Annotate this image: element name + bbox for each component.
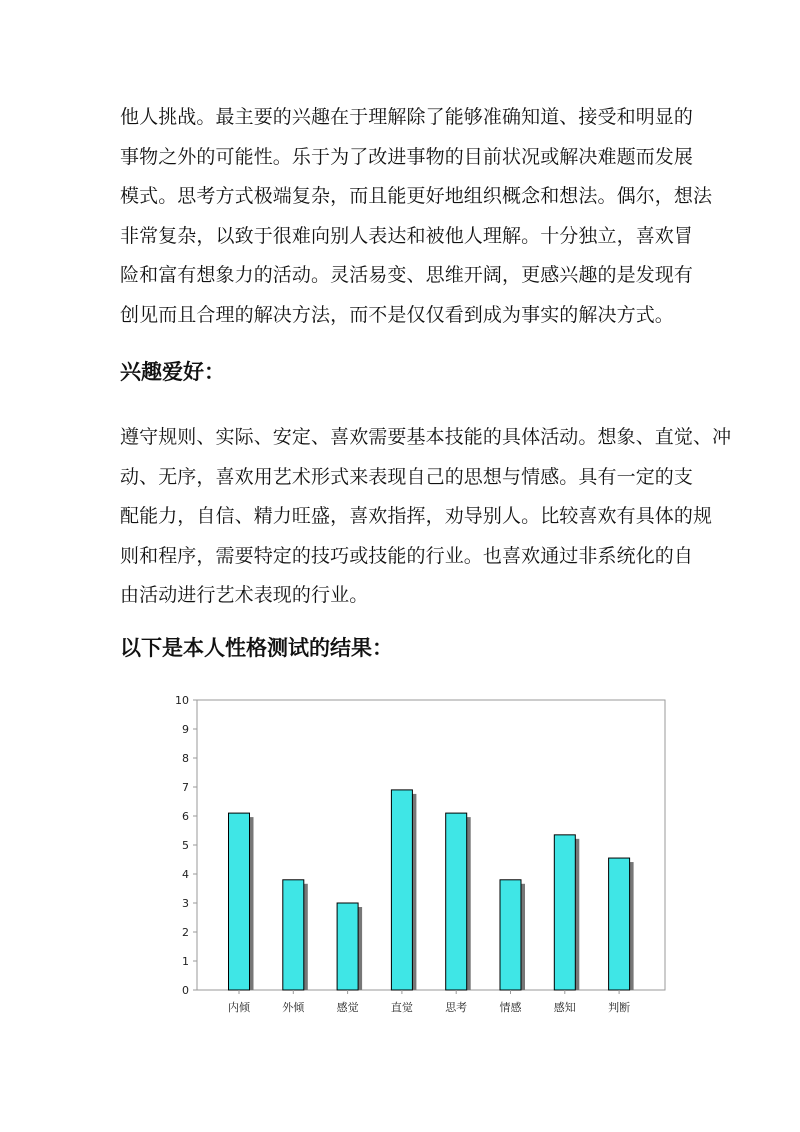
personality-bar-chart (150, 686, 690, 1026)
x-tick-label: 情感 (499, 1001, 522, 1014)
paragraph-line: 遵守规则、实际、安定、喜欢需要基本技能的具体活动。想象、直觉、冲 (120, 426, 732, 448)
paragraph-line: 事物之外的可能性。乐于为了改进事物的目前状况或解决难题而发展 (120, 145, 694, 168)
plot-frame (197, 700, 665, 990)
paragraph-line: 模式。思考方式极端复杂，而且能更好地组织概念和想法。偶尔，想法 (120, 185, 713, 207)
x-tick-label: 内倾 (228, 1001, 250, 1014)
paragraph-line: 险和富有想象力的活动。灵活易变、思维开阔，更感兴趣的是发现有 (120, 264, 694, 286)
y-tick-label: 5 (182, 839, 189, 852)
x-tick-label: 感知 (553, 1001, 576, 1014)
paragraph-line: 他人挑战。最主要的兴趣在于理解除了能够准确知道、接受和明显的 (120, 106, 694, 128)
y-tick-label: 3 (182, 897, 189, 910)
bars-group (229, 790, 634, 990)
paragraph-line: 则和程序，需要特定的技巧或技能的行业。也喜欢通过非系统化的自 (120, 544, 694, 567)
bar-4 (446, 813, 467, 990)
paragraph-line: 非常复杂，以致于很难向别人表达和被他人理解。十分独立，喜欢冒 (120, 224, 694, 247)
intro-paragraph (120, 98, 713, 335)
y-tick-label: 2 (182, 926, 189, 939)
y-tick-label: 7 (182, 781, 189, 794)
hobbies-heading: 兴趣爱好： (120, 360, 225, 384)
x-tick-label: 外倾 (282, 1001, 305, 1014)
results-heading: 以下是本人性格测试的结果： (120, 636, 393, 660)
y-tick-label: 0 (182, 984, 189, 997)
x-tick-label: 判断 (608, 1001, 631, 1014)
x-tick-label: 直觉 (390, 1001, 413, 1014)
bar-1 (283, 880, 304, 990)
bar-7 (609, 858, 630, 990)
bar-3 (391, 790, 412, 990)
paragraph-line: 由活动进行艺术表现的行业。 (120, 584, 369, 606)
bar-0 (229, 813, 250, 990)
y-tick-label: 9 (182, 723, 189, 736)
y-tick-label: 6 (182, 810, 189, 823)
bar-chart-svg (150, 686, 690, 1026)
hobbies-paragraph (120, 418, 732, 616)
y-tick-label: 8 (182, 752, 189, 765)
y-tick-label: 10 (175, 694, 189, 707)
x-tick-label: 思考 (445, 1001, 468, 1014)
bar-5 (500, 880, 521, 990)
bar-2 (337, 903, 358, 990)
x-axis (228, 990, 630, 1014)
bar-6 (554, 835, 575, 990)
paragraph-line: 创见而且合理的解决方法，而不是仅仅看到成为事实的解决方式。 (120, 303, 674, 326)
y-tick-label: 4 (182, 868, 189, 881)
paragraph-line: 配能力，自信、精力旺盛，喜欢指挥，劝导别人。比较喜欢有具体的规 (120, 505, 713, 527)
x-tick-label: 感觉 (336, 1001, 359, 1014)
paragraph-line: 动、无序，喜欢用艺术形式来表现自己的思想与情感。具有一定的支 (120, 465, 694, 488)
y-axis (175, 694, 197, 997)
y-tick-label: 1 (182, 955, 189, 968)
